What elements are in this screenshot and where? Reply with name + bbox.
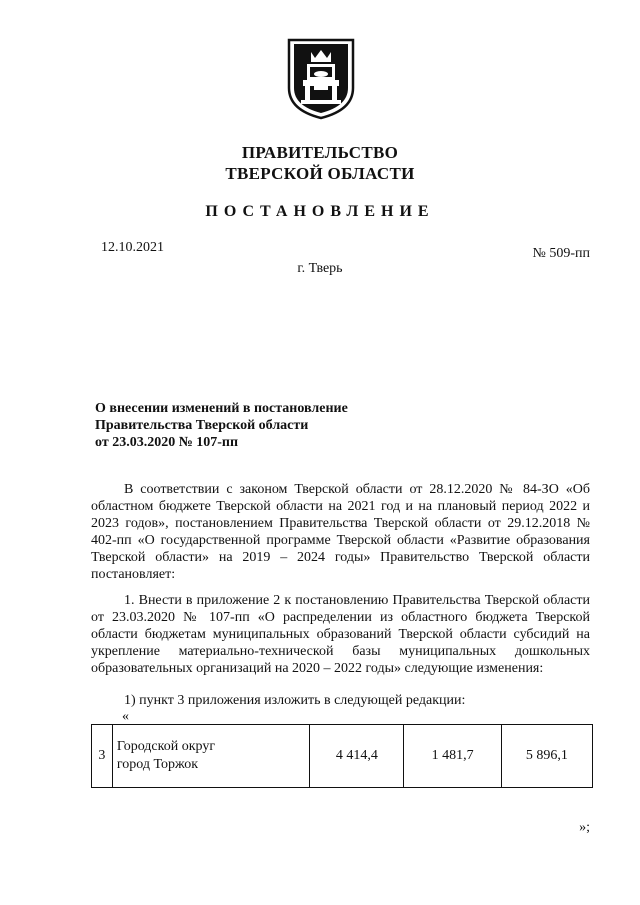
subject-line2: Правительства Тверской области: [95, 418, 309, 433]
body-paragraph-preamble: В соответствии с законом Тверской области от 28.12.2020 № 84-ЗО «Об областном бюджете Тверской области на 2021 год и на плановый период 2022 и 2023 годов», постановлением Правительства Тверской области от 29.12.2018 № 402-пп «О государственной программе Тверской области «Развитие образования Тверской области» на 2019 – 2024 годы» Правительство Тверской области постановляет:: [91, 482, 590, 582]
row-name-cell: [112, 725, 309, 788]
body-paragraph-subitem-1: 1) пункт 3 приложения изложить в следующей редакции:: [124, 693, 466, 708]
org-name-line2: ТВЕРСКОЙ ОБЛАСТИ: [225, 164, 415, 183]
body-paragraph-item-1: 1. Внести в приложение 2 к постановлению Правительства Тверской области от 23.03.2020 № 107-пп «О распределении из областного бюджета Тверской области бюджетам муниципальных образований Тверской области субсидий на укрепление материально-технической базы муниципальных дошкольных образовательных организаций на 2020 – 2022 годы» следующие изменения:: [91, 593, 590, 676]
amendment-table: [91, 724, 593, 788]
quote-close-mark: »;: [579, 820, 590, 835]
document-date: 12.10.2021: [101, 240, 164, 255]
document-number: № 509-пп: [532, 246, 590, 261]
coat-of-arms-icon: [287, 38, 355, 120]
row-value1-cell: 4 414,4: [310, 725, 404, 788]
row-name-line1: Городской округ: [116, 739, 216, 754]
quote-open-mark: «: [122, 709, 129, 724]
row-value3-cell: 5 896,1: [501, 725, 592, 788]
row-value2-cell: 1 481,7: [404, 725, 501, 788]
document-type: ПОСТАНОВЛЕНИЕ: [205, 203, 435, 220]
document-subject: [95, 400, 435, 451]
row-index-cell: 3: [92, 725, 113, 788]
document-city: г. Тверь: [297, 261, 343, 276]
table-row: [92, 725, 593, 788]
row-name-line2: город Торжок: [116, 757, 199, 772]
subject-line1: О внесении изменений в постановление: [95, 401, 348, 416]
subject-line3: от 23.03.2020 № 107-пп: [95, 435, 239, 450]
org-name-line1: ПРАВИТЕЛЬСТВО: [241, 143, 399, 162]
